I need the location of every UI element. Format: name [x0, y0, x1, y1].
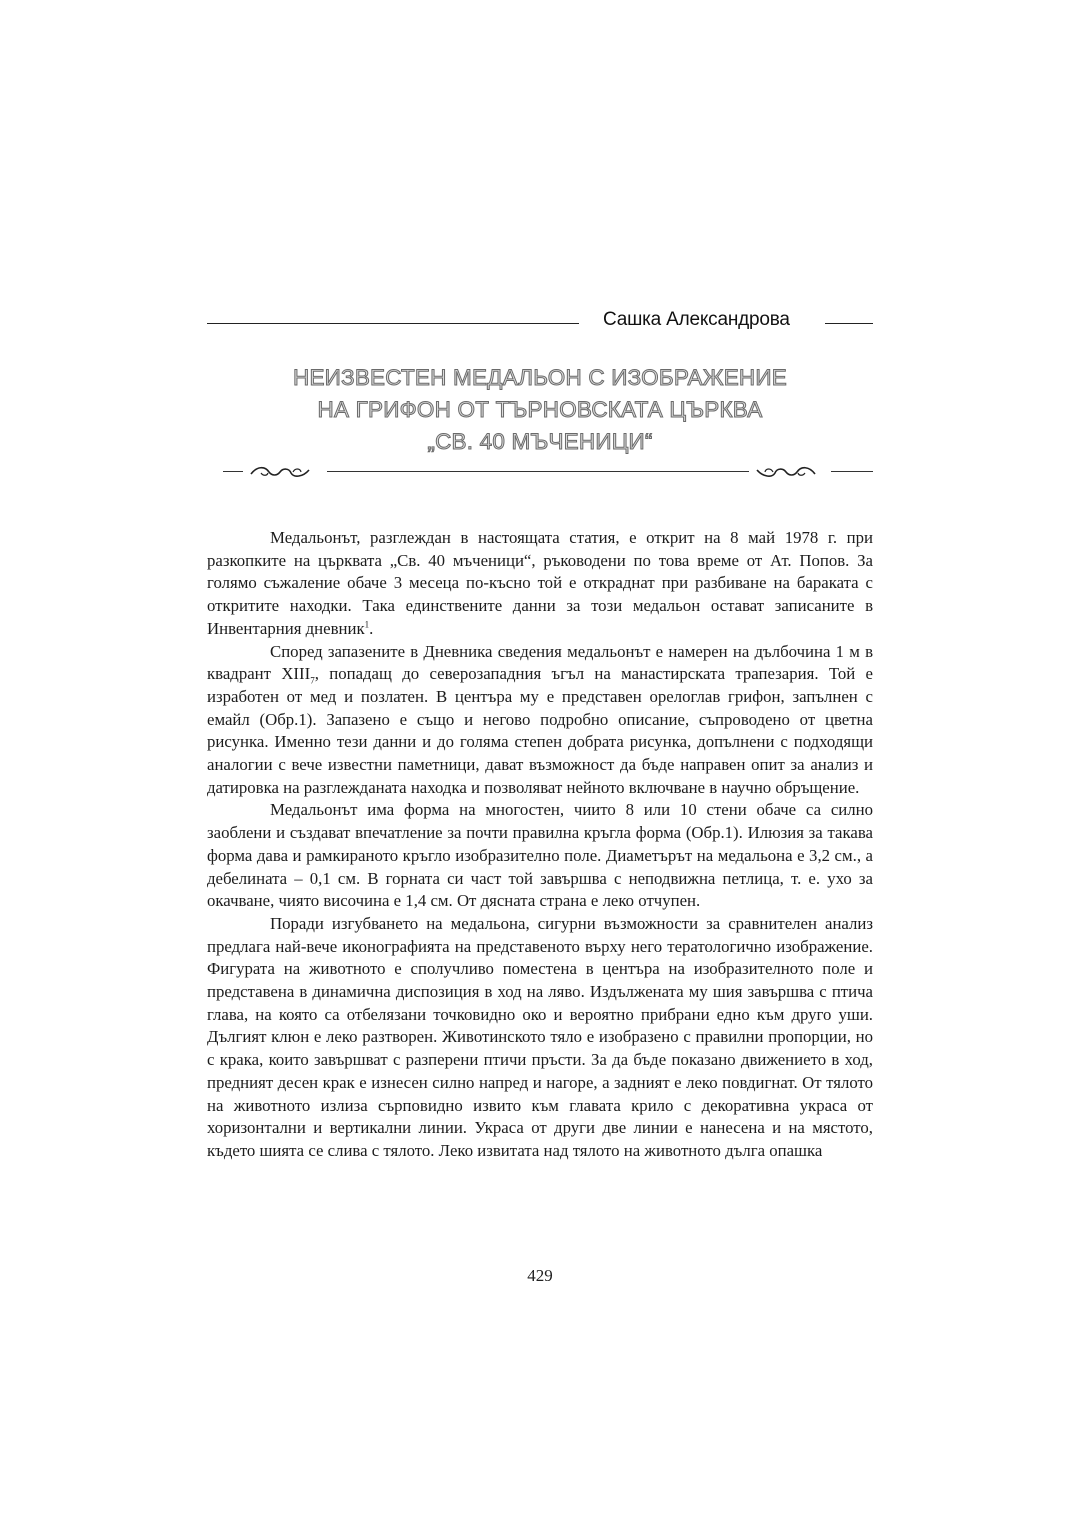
- title-line-3: „СВ. 40 МЪЧЕНИЦИ“: [427, 429, 653, 454]
- paragraph-1-text: Медальонът, разглеждан в настоящата статия, е открит на 8 май 1978 г. при разкопките на църквата „Св. 40 мъченици“, ръководени по това време от Ат. Попов. За голямо съжаление обаче 3 месеца по-късно той е откраднат при разбиване на бараката с откритите находки. Така единствените данни за този медальон остават записаните в Инвентарния дневник: [207, 528, 873, 638]
- title-ornament-divider: [223, 462, 873, 482]
- paragraph-2-start: Според запазените в Дневника сведения медальонът е намерен на дълбочина 1 м в квадрант XIII: [207, 641, 873, 684]
- article-title: [207, 362, 873, 458]
- page-number: 429: [527, 1266, 553, 1285]
- divider-line-left: [223, 471, 243, 472]
- quadrant-subscript: 7: [310, 675, 315, 686]
- header-rule-right: [825, 323, 873, 324]
- paragraph-1: [207, 527, 873, 641]
- flourish-right-icon: [755, 464, 817, 480]
- paragraph-2-end: , попадащ до северозападния ъгъл на манастирската трапезария. Той е изработен от мед и позлатен. В центъра му е представен орелоглав грифон, запълнен с емайл (Обр.1). Запазено е също и негово подробно описание, съпроводено от цветна рисунка. Именно тези данни и до голяма степен добрата рисунка, допълнени с подходящи аналогии с вече известни паметници, дават възможност да бъде направен опит за анализ и датировка на разглежданата находка и позволяват нейното включване в научно обръщение.: [207, 664, 873, 797]
- divider-line-center: [327, 471, 749, 472]
- footnote-marker-1: 1: [364, 619, 370, 630]
- title-line-2: НА ГРИФОН ОТ ТЪРНОВСКАТА ЦЪРКВА: [317, 397, 763, 422]
- divider-line-right: [831, 471, 873, 472]
- header-rule-left: [207, 323, 579, 324]
- article-body: [207, 527, 873, 1163]
- paragraph-4: Поради изгубването на медальона, сигурни възможности за сравнителен анализ предлага най-вече иконографията на представеното върху него тератологично изображение. Фигурата на животното е сполучливо поместена в центъра на изобразителното поле и представена в динамична диспозиция в ход на ляво. Издължената му шия завършва с птича глава, на която са отбелязани точковидно око и вероятно прибрани едно към друго уши. Дългият клюн е леко разтворен. Животинското тяло е изобразено с правилни пропорции, но с крака, които завършват с разперени птичи пръсти. За да бъде показано движението в ход, предният десен крак е изнесен силно напред и нагоре, а задният е леко повдигнат. От тялото на животното излиза сърповидно извито към главата крило с декоративна украса от хоризонтални и вертикални линии. Украса от други две линии е нанесена и на мястото, където шията се слива с тялото. Леко извитата над тялото на животното дълга опашка: [207, 913, 873, 1160]
- paragraph-1-end: .: [369, 618, 374, 638]
- flourish-left-icon: [249, 464, 311, 480]
- title-line-1: НЕИЗВЕСТЕН МЕДАЛЬОН С ИЗОБРАЖЕНИЕ: [293, 365, 787, 390]
- author-name: Сашка Александрова: [603, 309, 790, 330]
- paragraph-3: Медальонът има форма на многостен, чиито 8 или 10 стени обаче са силно заоблени и създават впечатление за почти правилна кръгла форма (Обр.1). Илюзия за такава форма дава и рамкираното кръгло изобразително поле. Диаметърът на медальона е 3,2 см., а дебелината – 0,1 см. В горната си част той завършва с неподвижна петлица, т. е. ухо за окачване, чиято височина е 1,4 см. От дясната страна е леко отчупен.: [207, 800, 873, 911]
- paragraph-2: [207, 641, 873, 800]
- running-header: [207, 306, 873, 336]
